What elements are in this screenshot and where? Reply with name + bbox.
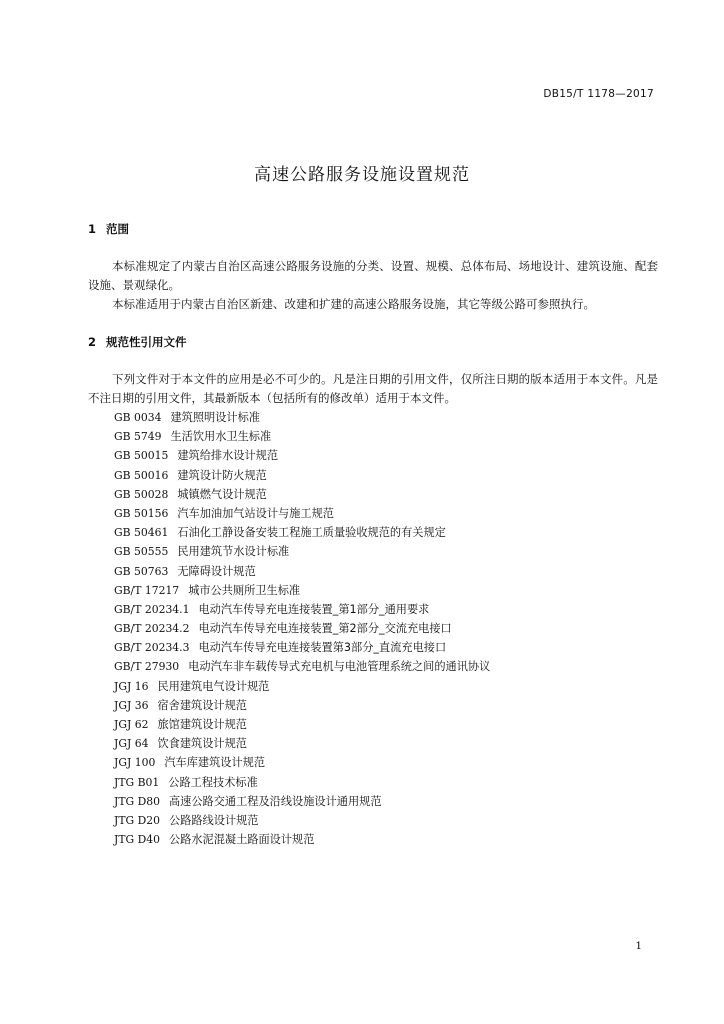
reference-item — [114, 830, 490, 849]
reference-item — [114, 753, 490, 772]
reference-item — [114, 408, 490, 427]
reference-title: 电动汽车非车载传导式充电机与电池管理系统之间的通讯协议 — [188, 660, 491, 674]
section-2-number: 2 — [88, 335, 97, 349]
section-2-title: 规范性引用文件 — [106, 335, 187, 349]
reference-title: 公路路线设计规范 — [168, 813, 259, 827]
reference-code: JGJ 62 — [114, 718, 149, 731]
reference-code: JGJ 16 — [114, 679, 149, 693]
reference-code: GB/T 27930 — [114, 660, 180, 674]
reference-title: 旅馆建筑设计规范 — [157, 718, 247, 731]
section-1-heading — [88, 221, 129, 237]
reference-code: GB 50461 — [114, 526, 169, 540]
section-1-number: 1 — [88, 222, 97, 236]
reference-code: GB/T 20234.1 — [114, 602, 190, 616]
reference-item — [114, 562, 490, 581]
reference-code: JTG B01 — [114, 775, 160, 789]
scope-paragraph-1: 本标准规定了内蒙古自治区高速公路服务设施的分类、设置、规模、总体布局、场地设计、建筑设施、配套设施、景观绿化。 — [88, 259, 658, 292]
page-number: 1 — [635, 940, 642, 952]
reference-code: GB/T 20234.3 — [114, 641, 190, 655]
reference-code: JGJ 36 — [114, 698, 149, 712]
scope-paragraph-2: 本标准适用于内蒙古自治区新建、改建和扩建的高速公路服务设施，其它等级公路可参照执行。 — [112, 297, 595, 311]
references-intro: 下列文件对于本文件的应用是必不可少的。凡是注日期的引用文件，仅所注日期的版本适用于本文件。凡是不注日期的引用文件，其最新版本（包括所有的修改单）适用于本文件。 — [88, 372, 658, 405]
section-1-title: 范围 — [106, 222, 129, 236]
reference-item — [114, 696, 490, 715]
reference-code: GB 5749 — [114, 430, 162, 444]
reference-code: JTG D40 — [114, 833, 160, 847]
reference-code: JTG D80 — [114, 794, 160, 808]
reference-item — [114, 773, 490, 792]
reference-item — [114, 427, 490, 446]
document-title: 高速公路服务设施设置规范 — [254, 165, 470, 185]
reference-code: GB/T 17217 — [114, 583, 180, 597]
reference-title: 建筑设计防火规范 — [177, 468, 267, 482]
reference-code: GB 50156 — [114, 506, 169, 520]
reference-code: GB 50555 — [114, 545, 169, 559]
reference-code: GB 50015 — [114, 449, 169, 463]
reference-item — [114, 638, 490, 657]
reference-code: JGJ 100 — [114, 756, 156, 770]
reference-title: 石油化工静设备安装工程施工质量验收规范的有关规定 — [177, 526, 446, 540]
reference-title: 电动汽车传导充电连接装置_第1部分_通用要求 — [198, 602, 430, 616]
reference-title: 公路水泥混凝土路面设计规范 — [168, 833, 315, 847]
section-2-heading — [88, 334, 187, 350]
reference-title: 饮食建筑设计规范 — [157, 737, 247, 751]
reference-item — [114, 811, 490, 830]
reference-title: 无障碍设计规范 — [177, 564, 256, 578]
reference-title: 公路工程技术标准 — [168, 775, 258, 789]
reference-item — [114, 466, 490, 485]
reference-title: 电动汽车传导充电连接装置_第2部分_交流充电接口 — [198, 622, 452, 636]
reference-title: 民用建筑电气设计规范 — [157, 679, 270, 693]
reference-title: 民用建筑节水设计标准 — [177, 545, 290, 559]
reference-item — [114, 504, 490, 523]
reference-title: 汽车库建筑设计规范 — [164, 756, 266, 770]
reference-code: GB 50016 — [114, 468, 169, 482]
reference-code: JGJ 64 — [114, 737, 149, 751]
reference-title: 城市公共厕所卫生标准 — [188, 583, 301, 597]
reference-item — [114, 600, 490, 619]
reference-title: 生活饮用水卫生标准 — [170, 430, 272, 444]
reference-item — [114, 581, 490, 600]
reference-title: 电动汽车传导充电连接装置第3部分_直流充电接口 — [198, 641, 447, 655]
reference-item — [114, 734, 490, 753]
reference-code: GB 50763 — [114, 564, 169, 578]
reference-code: GB 0034 — [114, 411, 162, 424]
reference-title: 高速公路交通工程及沿线设施设计通用规范 — [168, 794, 382, 808]
reference-item — [114, 446, 490, 465]
reference-item — [114, 485, 490, 504]
reference-item — [114, 657, 490, 676]
reference-title: 汽车加油加气站设计与施工规范 — [177, 506, 334, 520]
reference-title: 建筑照明设计标准 — [170, 411, 260, 424]
reference-title: 宿舍建筑设计规范 — [157, 698, 247, 712]
reference-item — [114, 542, 490, 561]
standard-code: DB15/T 1178—2017 — [543, 88, 654, 100]
reference-item — [114, 715, 490, 734]
reference-item — [114, 677, 490, 696]
reference-title: 城镇燃气设计规范 — [177, 487, 267, 501]
reference-list — [114, 408, 490, 849]
reference-code: GB 50028 — [114, 487, 169, 501]
reference-item — [114, 619, 490, 638]
reference-title: 建筑给排水设计规范 — [177, 449, 279, 463]
reference-item — [114, 523, 490, 542]
reference-code: JTG D20 — [114, 813, 160, 827]
reference-item — [114, 792, 490, 811]
reference-code: GB/T 20234.2 — [114, 622, 190, 636]
